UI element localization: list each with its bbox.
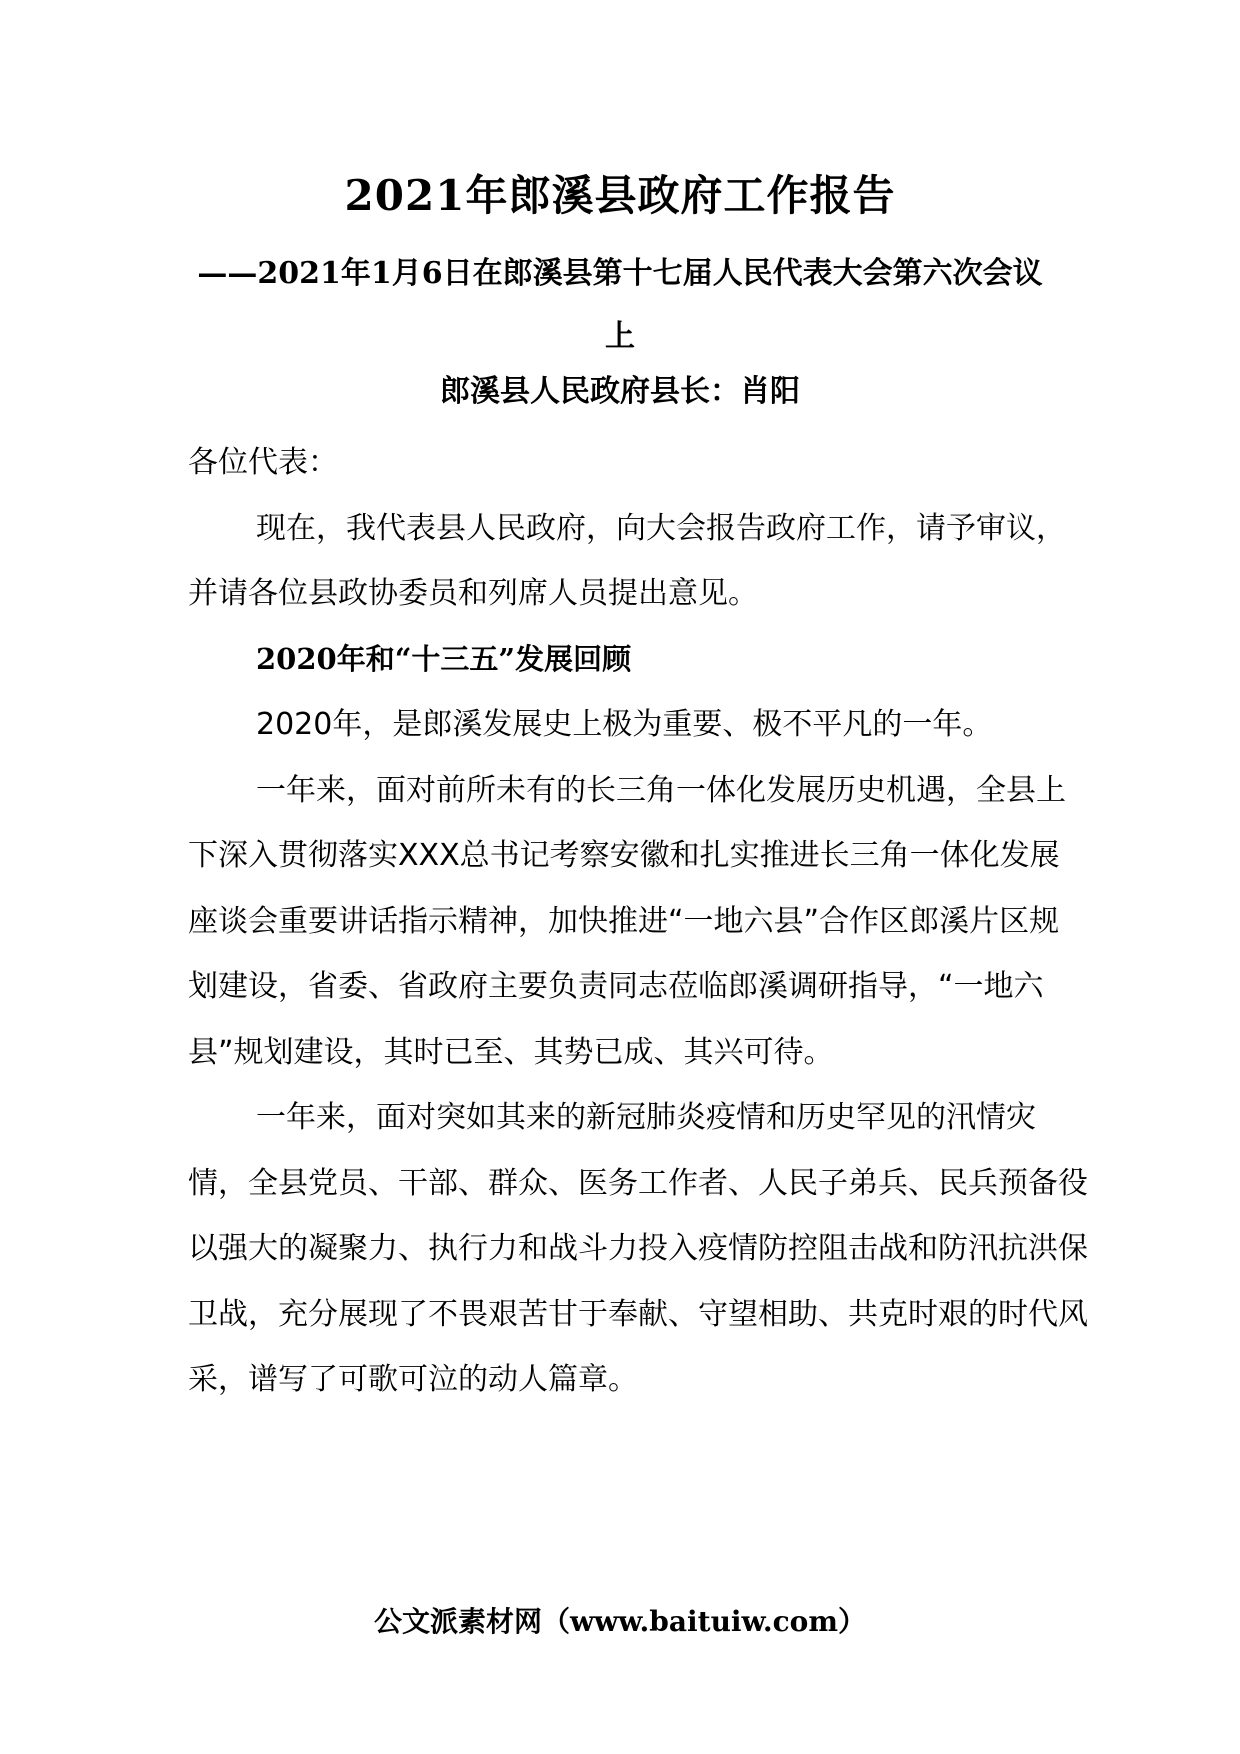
paragraph-intro: 现在，我代表县人民政府，向大会报告政府工作，请予审议，并请各位县政协委员和列席人员提出意见。 xyxy=(188,510,1066,611)
section-heading: 2020年和“十三五”发展回顾 xyxy=(256,641,632,676)
document-author: 郎溪县人民政府县长：肖阳 xyxy=(440,374,800,409)
footer-watermark: 公文派素材网（www.baituiw.com） xyxy=(374,1605,866,1638)
paragraph-2020: 2020年，是郎溪发展史上极为重要、极不平凡的一年。 xyxy=(256,707,993,742)
paragraph-epidemic: 一年来，面对突如其来的新冠肺炎疫情和历史罕见的汛情灾情，全县党员、干部、群众、医务工作者、人民子弟兵、民兵预备役以强大的凝聚力、执行力和战斗力投入疫情防控阻击战和防汛抗洪保卫战，充分展现了不畏艰苦甘于奉献、守望相助、共克时艰的时代风采，谱写了可歌可泣的动人篇章。 xyxy=(188,1100,1088,1397)
document-body xyxy=(188,430,1088,1413)
document-title: 2021年郎溪县政府工作报告 xyxy=(344,171,896,220)
document-subtitle: ——2021年1月6日在郎溪县第十七届人民代表大会第六次会议上 xyxy=(197,256,1043,354)
salutation: 各位代表： xyxy=(188,445,338,480)
paragraph-opportunity: 一年来，面对前所未有的长三角一体化发展历史机遇，全县上下深入贯彻落实XXX总书记考察安徽和扎实推进长三角一体化发展座谈会重要讲话指示精神，加快推进“一地六县”合作区郎溪片区规划建设，省委、省政府主要负责同志莅临郎溪调研指导，“一地六县”规划建设，其时已至、其势已成、其兴可待。 xyxy=(188,772,1066,1070)
